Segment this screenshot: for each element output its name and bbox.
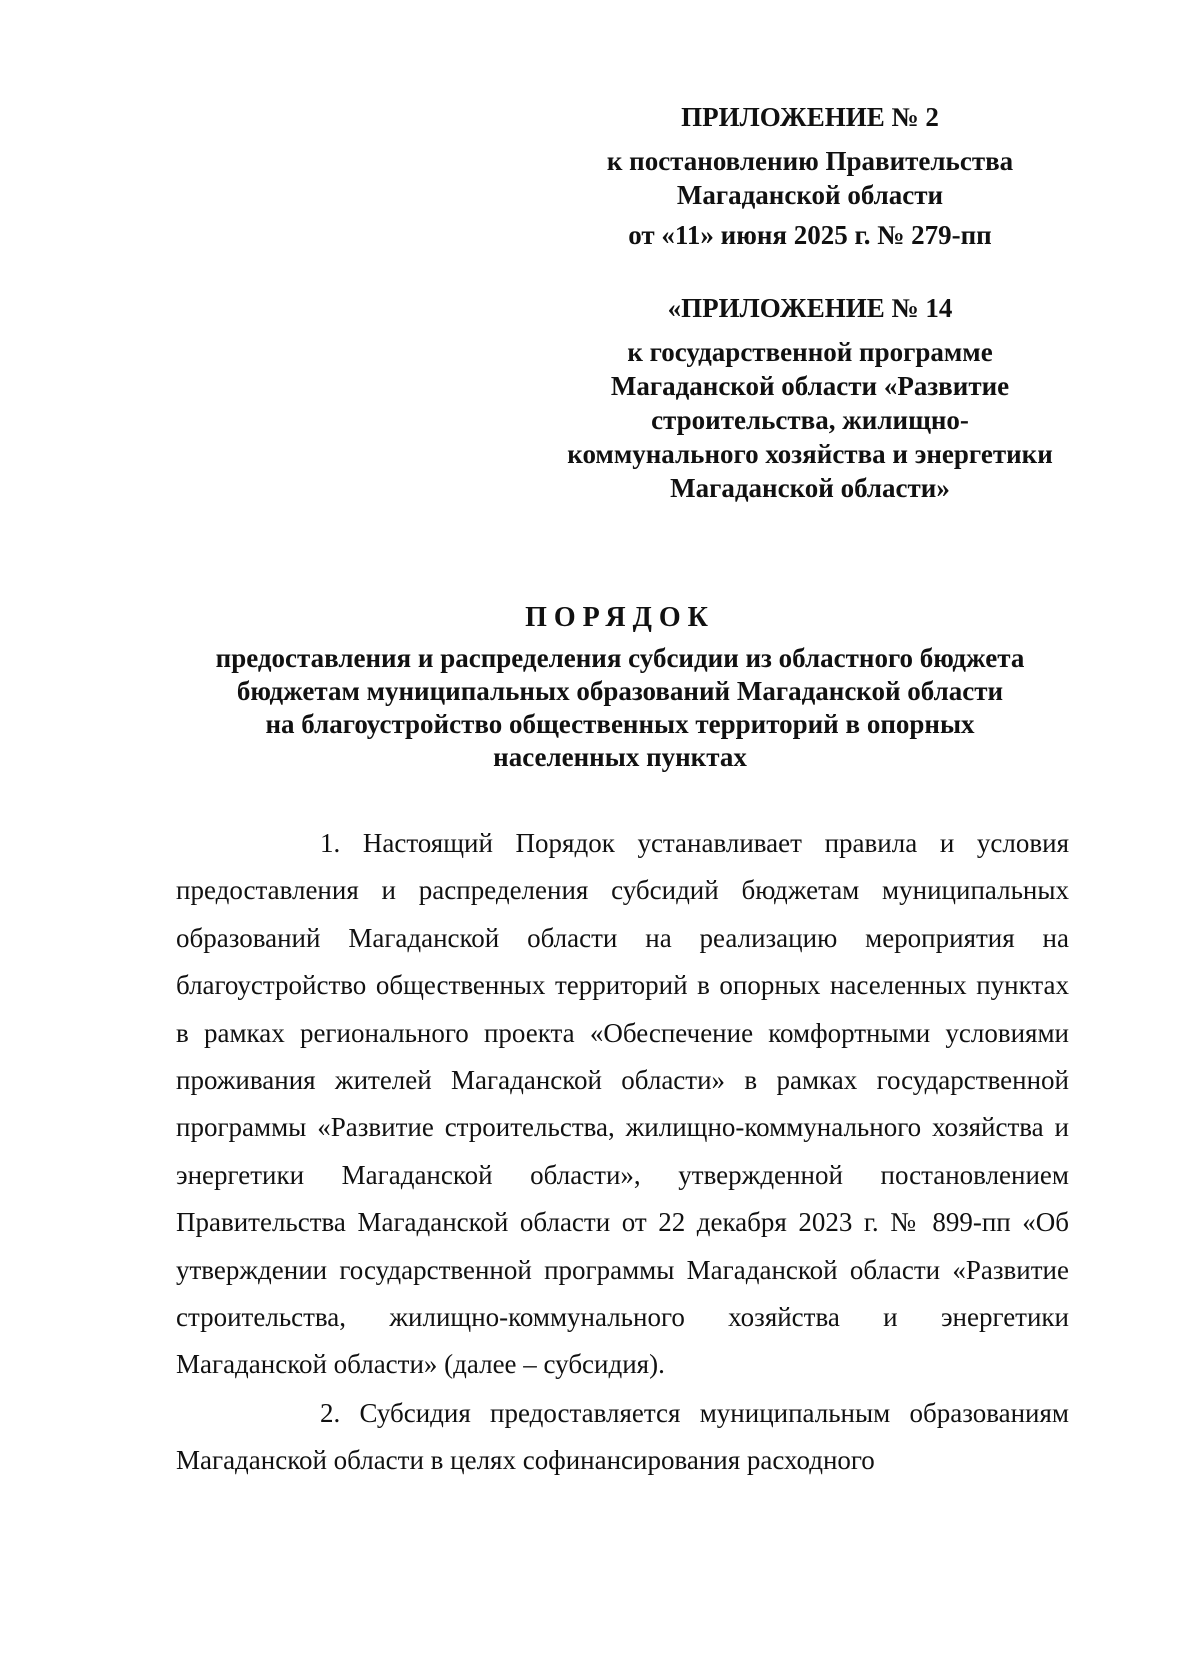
paragraph-1-number: 1. — [320, 828, 341, 858]
appendix-14-header — [540, 291, 1080, 505]
appendix-2-date-line: от «11» июня 2025 г. № 279-пп — [628, 220, 992, 250]
appendix-14-title: «ПРИЛОЖЕНИЕ № 14 — [667, 293, 953, 323]
appendix-14-line-2: Магаданской области «Развитие — [610, 371, 1010, 401]
order-subtitle-line-1: предоставления и распределения субсидии из областного бюджета — [215, 643, 1025, 673]
order-heading: ПОРЯДОК — [525, 602, 715, 633]
appendix-14-line-4: коммунального хозяйства и энергетики — [567, 439, 1053, 469]
paragraph-1 — [176, 820, 1069, 1389]
appendix-2-header — [560, 100, 1060, 252]
appendix-2-line-2: Магаданской области — [676, 180, 944, 210]
document-body — [176, 820, 1069, 1485]
paragraph-1-text: Настоящий Порядок устанавливает правила и условия предоставления и распределения субсидий бюджетам муниципальных образований Магаданской области на реализацию мероприятия на благоустройство общественных территорий в опорных населенных пунктах в рамках регионального проекта «Обеспечение комфортными условиями проживания жителей Магаданской области» в рамках государственной программы «Развитие строительства, жилищно-коммунального хозяйства и энергетики Магаданской области», утвержденной постановлением Правительства Магаданской области от 22 декабря 2023 г. № 899-пп «Об утверждении государственной программы Магаданской области «Развитие строительства, жилищно-коммунального хозяйства и энергетики Магаданской области» (далее – субсидия). — [176, 828, 1069, 1380]
order-title-block — [170, 600, 1070, 774]
appendix-2-line-1: к постановлению Правительства — [606, 146, 1014, 176]
appendix-2-title: ПРИЛОЖЕНИЕ № 2 — [681, 102, 939, 132]
appendix-14-line-5: Магаданской области» — [670, 473, 950, 503]
appendix-14-line-3: строительства, жилищно- — [651, 405, 969, 435]
order-subtitle-line-3: на благоустройство общественных территорий в опорных — [265, 709, 975, 739]
appendix-14-line-1: к государственной программе — [627, 337, 993, 367]
paragraph-2 — [176, 1390, 1069, 1485]
order-subtitle-line-2: бюджетам муниципальных образований Магаданской области — [236, 676, 1004, 706]
order-subtitle-line-4: населенных пунктах — [493, 742, 747, 772]
paragraph-2-text: Субсидия предоставляется муниципальным образованиям Магаданской области в целях софинансирования расходного — [176, 1397, 1070, 1476]
paragraph-2-number: 2. — [320, 1397, 341, 1428]
